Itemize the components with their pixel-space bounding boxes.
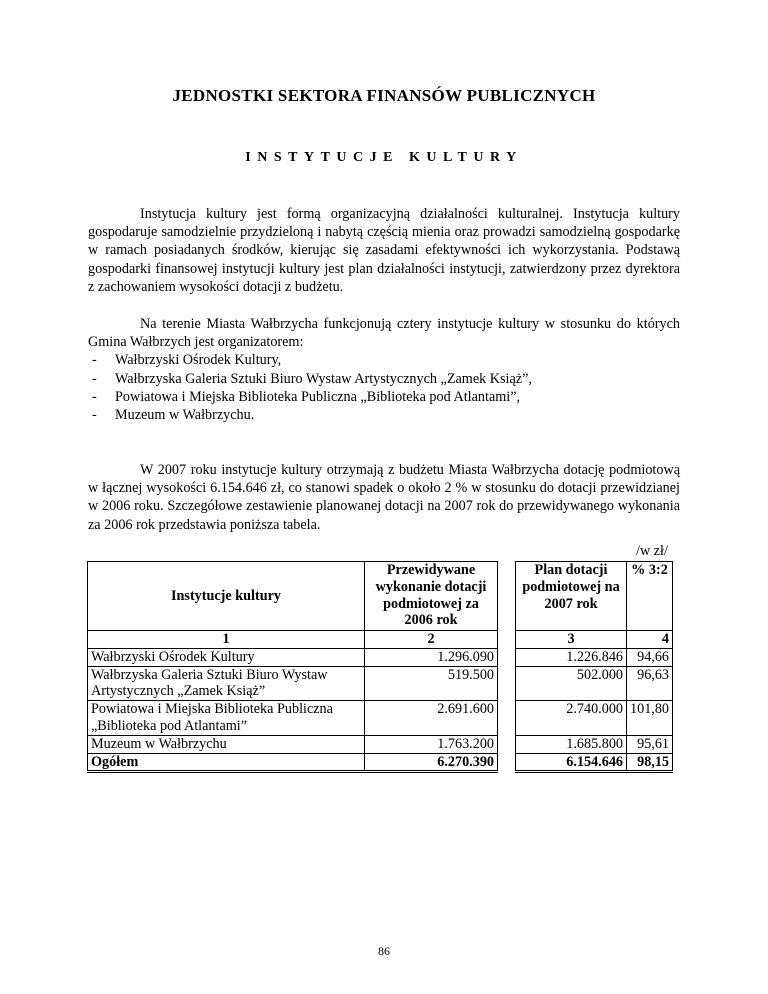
row-name: Powiatowa i Miejska Biblioteka Publiczna „Biblioteka pod Atlantami”: [88, 701, 365, 736]
row-2007-value: 502.000: [516, 666, 627, 701]
row-percent: 101,80: [627, 701, 673, 736]
table-row: [88, 701, 673, 736]
column-number-row: [88, 631, 673, 649]
list-item: - Muzeum w Wałbrzychu.: [88, 406, 680, 424]
paragraph-institutions: [88, 315, 680, 424]
column-gap: [498, 562, 516, 631]
table-header-row: [88, 562, 673, 631]
page-title: JEDNOSTKI SEKTORA FINANSÓW PUBLICZNYCH: [172, 86, 596, 105]
total-label: Ogółem: [88, 753, 365, 772]
table-row: [88, 735, 673, 753]
header-percent: % 3:2: [627, 562, 673, 631]
header-institution: Instytucje kultury: [88, 562, 365, 631]
row-name: Wałbrzyski Ośrodek Kultury: [88, 648, 365, 666]
row-name: Muzeum w Wałbrzychu: [88, 735, 365, 753]
row-2006-value: 1.296.090: [365, 648, 498, 666]
row-name: Wałbrzyska Galeria Sztuki Biuro Wystaw Artystycznych „Zamek Książ”: [88, 666, 365, 701]
total-2007-value: 6.154.646: [516, 753, 627, 772]
institutions-list: [88, 351, 680, 424]
col-number-4: 4: [627, 631, 673, 649]
total-2006-value: 6.270.390: [365, 753, 498, 772]
row-percent: 94,66: [627, 648, 673, 666]
row-percent: 96,63: [627, 666, 673, 701]
total-percent: 98,15: [627, 753, 673, 772]
page-number: 86: [378, 944, 390, 958]
row-2007-value: 1.685.800: [516, 735, 627, 753]
table-row: [88, 666, 673, 701]
col-number-1: 1: [88, 631, 365, 649]
paragraph-intro: [88, 205, 680, 296]
list-item: - Wałbrzyska Galeria Sztuki Biuro Wystaw Artystycznych „Zamek Książ”,: [88, 370, 680, 388]
table-total-row: [88, 753, 673, 772]
row-2006-value: 519.500: [365, 666, 498, 701]
header-2006: Przewidywane wykonanie dotacji podmiotowej za 2006 rok: [365, 562, 498, 631]
unit-label: /w zł/: [636, 543, 668, 559]
col-number-3: 3: [516, 631, 627, 649]
paragraph-1-text: Instytucja kultury jest formą organizacyjną działalności kulturalnej. Instytucja kultury gospodaruje samodzielnie przydzieloną i nabytą częścią mienia oraz prowadzi samodzielną gospodarkę w ramach posiadanych środków, kierując się zasadami efektywności ich wykorzystania. Podstawą gospodarki finansowej instytucji kultury jest plan działalności instytucji, zatwierdzony przez dyrektora z zachowaniem wysokości dotacji z budżetu.: [88, 206, 680, 295]
col-number-2: 2: [365, 631, 498, 649]
list-item: - Powiatowa i Miejska Biblioteka Publiczna „Biblioteka pod Atlantami”,: [88, 388, 680, 406]
row-percent: 95,61: [627, 735, 673, 753]
row-2006-value: 1.763.200: [365, 735, 498, 753]
row-2007-value: 2.740.000: [516, 701, 627, 736]
table-row: [88, 648, 673, 666]
row-2006-value: 2.691.600: [365, 701, 498, 736]
subsidy-table: [87, 561, 673, 773]
list-item: - Wałbrzyski Ośrodek Kultury,: [88, 351, 680, 369]
section-subtitle: INSTYTUCJE KULTURY: [245, 150, 523, 165]
paragraph-2-text: Na terenie Miasta Wałbrzycha funkcjonują cztery instytucje kultury w stosunku do których Gmina Wałbrzych jest organizatorem:: [88, 316, 680, 351]
paragraph-3-text: W 2007 roku instytucje kultury otrzymają z budżetu Miasta Wałbrzycha dotację podmiotową w łącznej wysokości 6.154.646 zł, co stanowi spadek o około 2 % w stosunku do dotacji przewidzianej w 2006 roku. Szczegółowe zestawienie planowanej dotacji na 2007 rok do przewidywanego wykonania za 2006 rok przedstawia poniższa tabela.: [88, 462, 680, 533]
paragraph-summary: [88, 461, 680, 534]
header-2007: Plan dotacji podmiotowej na 2007 rok: [516, 562, 627, 631]
row-2007-value: 1.226.846: [516, 648, 627, 666]
